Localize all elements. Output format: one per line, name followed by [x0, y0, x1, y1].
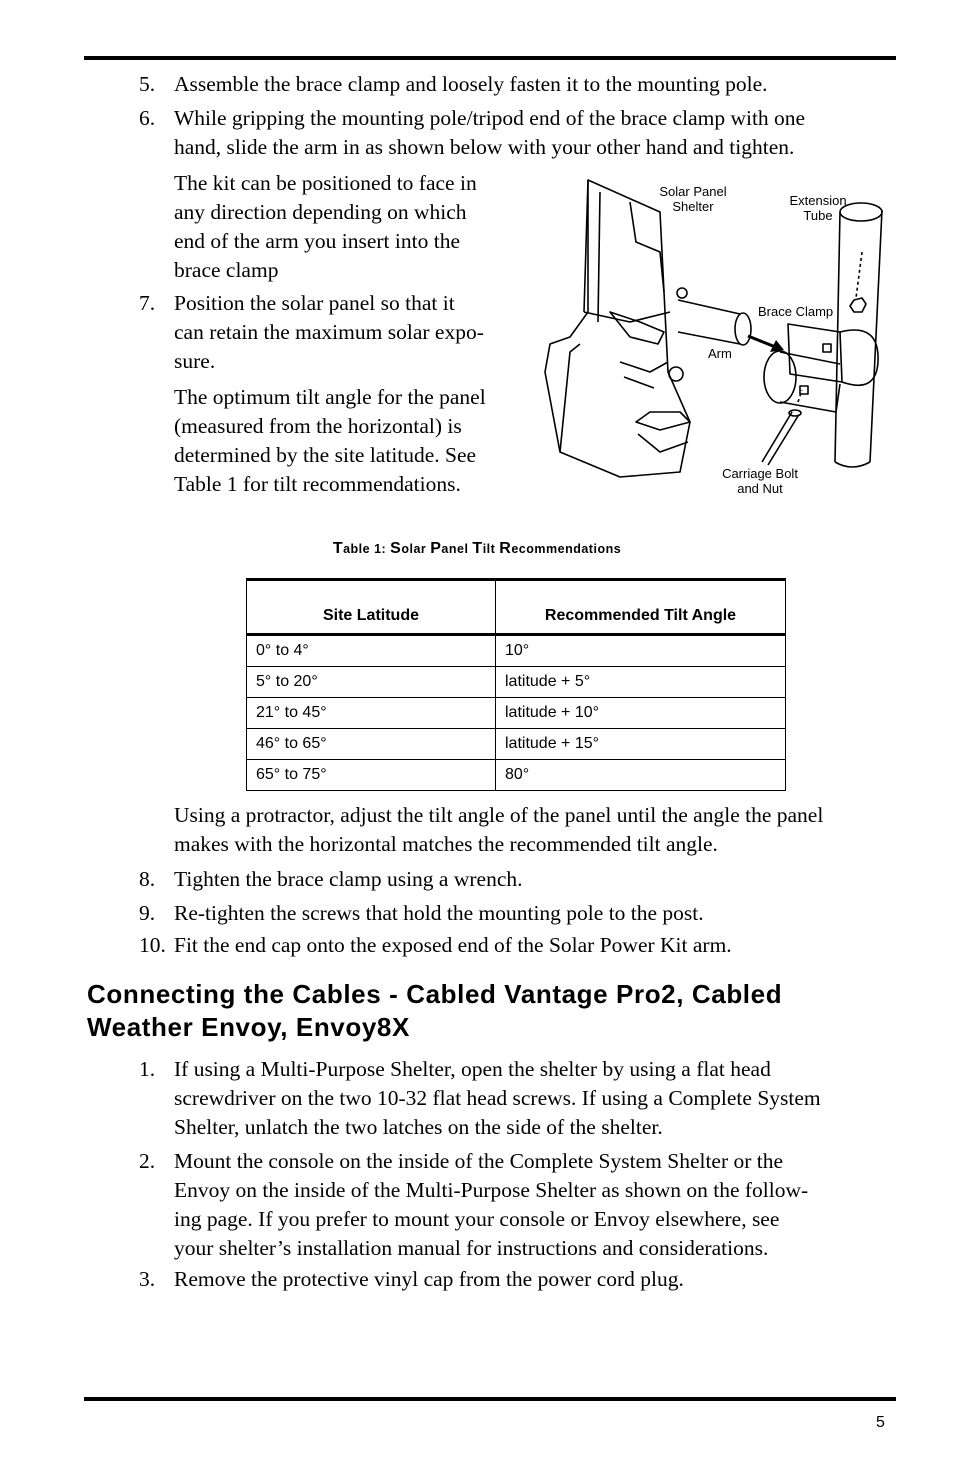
extension-tube: [835, 210, 882, 462]
tilt-angle-paragraph: The optimum tilt angle for the panel (measured from the horizontal) is determined by the site latitude. See Table 1 for tilt recommendations.: [174, 385, 486, 496]
step-text: While gripping the mounting pole/tripod end of the brace clamp with one hand, slide the arm in as shown below with your other hand and tighten.: [174, 106, 806, 159]
label-tube: Tube: [803, 208, 833, 223]
brace-clamp-assembly-diagram: [540, 172, 890, 502]
table-row: 0° to 4° 10°: [247, 635, 786, 667]
protractor-paragraph: Using a protractor, adjust the tilt angle of the panel until the angle the panel makes with the horizontal matches the recommended tilt angle.: [174, 803, 824, 856]
page-number: 5: [876, 1414, 885, 1431]
step-text: Assemble the brace clamp and loosely fasten it to the mounting pole.: [174, 72, 768, 96]
bottom-rule: [84, 1397, 896, 1401]
label-brace-clamp: Brace Clamp: [758, 304, 834, 319]
table-header-row: [247, 580, 786, 635]
label-shelter: Shelter: [672, 199, 714, 214]
table-row: 21° to 45° latitude + 10°: [247, 698, 786, 729]
label-arm: Arm: [708, 346, 732, 361]
table-row: 5° to 20° latitude + 5°: [247, 667, 786, 698]
arm-tube: [678, 300, 740, 344]
section-heading: Connecting the Cables - Cabled Vantage Pro2, Cabled Weather Envoy, Envoy8X: [87, 979, 783, 1042]
tilt-recommendations-table: [246, 578, 786, 791]
step-number: 5.: [139, 72, 156, 96]
table-row: 46° to 65° latitude + 15°: [247, 729, 786, 760]
top-rule: [84, 56, 896, 60]
label-carriage-bolt: Carriage Bolt: [722, 466, 798, 481]
table-row: 65° to 75° 80°: [247, 760, 786, 791]
header-site-latitude: Site Latitude: [247, 580, 496, 635]
label-and-nut: and Nut: [737, 481, 783, 496]
kit-orientation-paragraph: The kit can be positioned to face in any direction depending on which end of the arm you insert into the brace clamp: [174, 171, 477, 282]
carriage-bolt: [762, 412, 798, 465]
label-extension: Extension: [789, 193, 847, 208]
shelter-outline: [545, 180, 690, 477]
step-number: 6.: [139, 106, 156, 130]
header-recommended-tilt: Recommended Tilt Angle: [496, 580, 786, 635]
table-caption: Table 1: Solar Panel Tilt Recommendations: [332, 540, 622, 557]
label-solar-panel: Solar Panel: [659, 184, 727, 199]
step-text: Position the solar panel so that it can retain the maximum solar expo- sure.: [174, 291, 484, 373]
step-number: 7.: [139, 291, 156, 315]
